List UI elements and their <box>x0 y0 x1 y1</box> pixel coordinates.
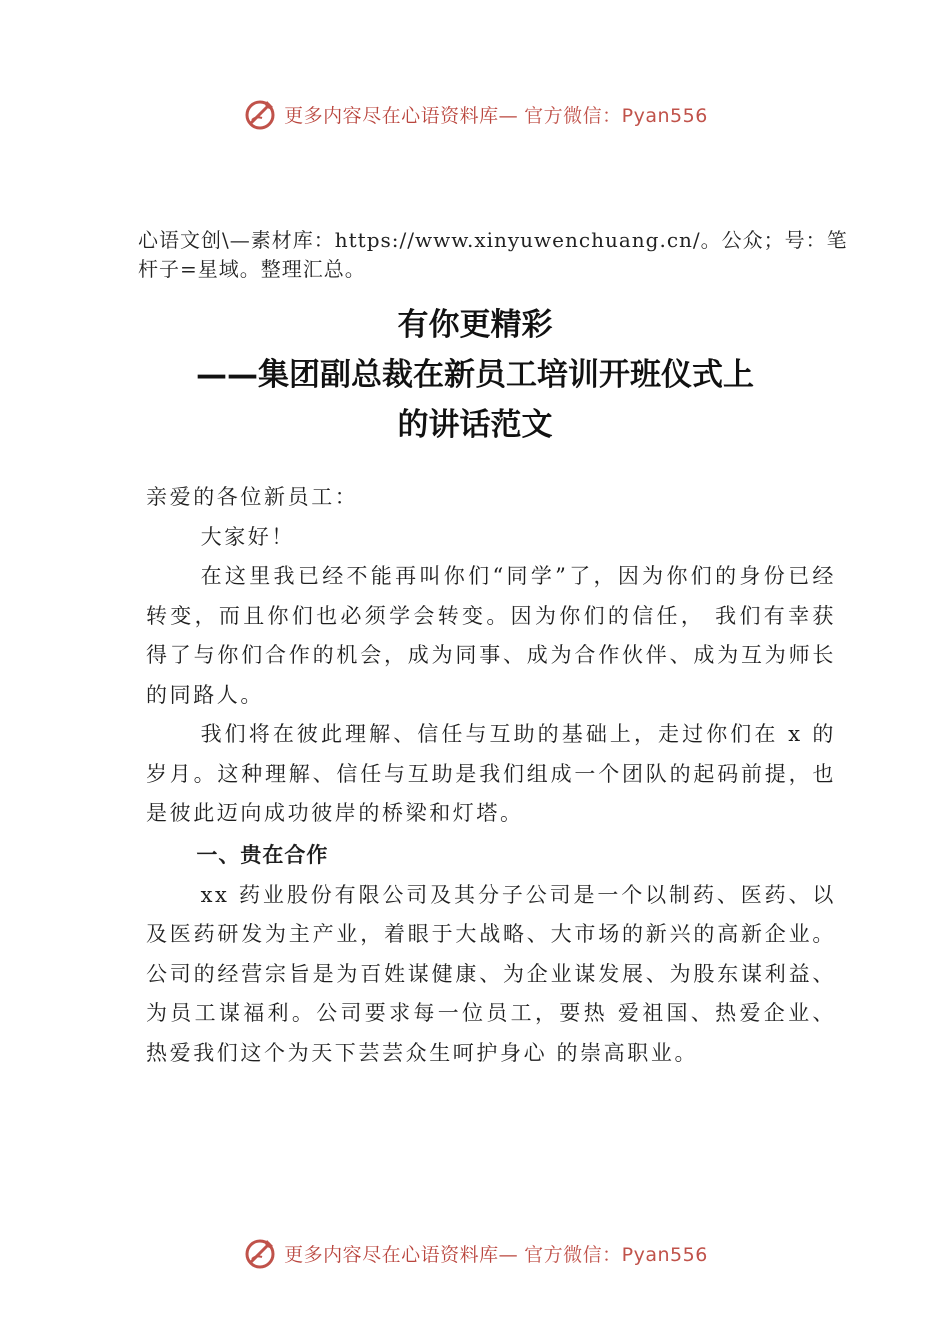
source-note: 心语文创\—素材库：https://www.xinyuwenchuang.cn/。公众；号：笔杆子=星域。整理汇总。 <box>138 228 848 281</box>
greeting: 大家好！ <box>200 524 295 549</box>
document-title <box>0 300 950 450</box>
watermark-text: 更多内容尽在心语资料库— <box>284 1243 519 1266</box>
brush-logo-icon <box>242 1235 278 1271</box>
paragraph-1: 在这里我已经不能再叫你们“同学”了，因为你们的身份已经转变，而且你们也必须学会转变。因为你们的信任， 我们有幸获得了与你们合作的机会，成为同事、成为合作伙伴、成为互为师长的同路人。 <box>146 564 836 707</box>
watermark-text: 更多内容尽在心语资料库— <box>284 104 519 127</box>
title-line-2: ——集团副总裁在新员工培训开班仪式上 <box>196 357 754 393</box>
paragraph-2: 我们将在彼此理解、信任与互助的基础上，走过你们在 x 的岁月。这种理解、信任与互助是我们组成一个团队的起码前提，也是彼此迈向成功彼岸的桥梁和灯塔。 <box>146 722 836 825</box>
paragraph-3: xx 药业股份有限公司及其分子公司是一个以制药、医药、以及医药研发为主产业，着眼于大战略、大市场的新兴的高新企业。公司的经营宗旨是为百姓谋健康、为企业谋发展、为股东谋利益、为员工谋福利。公司要求每一位员工，要热 爱祖国、热爱企业、热爱我们这个为天下芸芸众生呵护身心 的崇高职业。 <box>146 882 836 1065</box>
watermark-wechat: 官方微信：Pyan556 <box>524 1243 708 1266</box>
salutation: 亲爱的各位新员工： <box>146 485 359 509</box>
footer-watermark <box>0 1231 950 1275</box>
title-line-1: 有你更精彩 <box>397 307 553 343</box>
document-body <box>146 478 836 1073</box>
title-line-3: 的讲话范文 <box>397 407 553 443</box>
section-heading-1: 一、贵在合作 <box>196 842 329 867</box>
watermark-wechat: 官方微信：Pyan556 <box>524 104 708 127</box>
header-watermark <box>0 92 950 136</box>
brush-logo-icon <box>242 96 278 132</box>
